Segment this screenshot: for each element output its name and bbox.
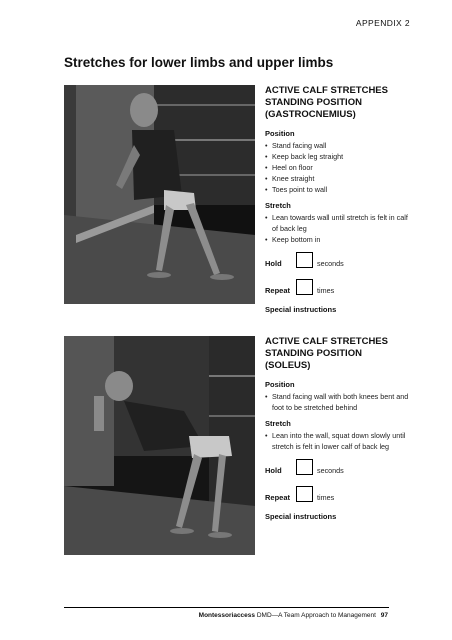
repeat-row <box>265 278 415 295</box>
list-item: • Stand facing wall with both knees bent and foot to be stretched behind <box>265 391 415 413</box>
hold-label: Hold <box>265 259 282 268</box>
position-heading: Position <box>265 129 295 138</box>
exercise-title: ACTIVE CALF STRETCHES STANDING POSITION (GASTROCNEMIUS) <box>265 85 388 120</box>
position-heading: Position <box>265 380 295 389</box>
exercise-title: ACTIVE CALF STRETCHES STANDING POSITION (SOLEUS) <box>265 336 388 371</box>
list-item: • Lean into the wall, squat down slowly until stretch is felt in lower calf of back leg <box>265 430 415 452</box>
special-instructions-label: Special instructions <box>265 512 337 521</box>
repeat-unit: times <box>317 493 335 502</box>
hold-label: Hold <box>265 466 282 475</box>
appendix-label: APPENDIX 2 <box>355 18 410 28</box>
list-item: • Heel on floor <box>265 162 415 173</box>
repeat-unit: times <box>317 286 335 295</box>
list-item: • Knee straight <box>265 173 415 184</box>
page-title: Stretches for lower limbs and upper limbs <box>64 55 334 70</box>
footer-text: DMD—A Team Approach to Management <box>256 612 376 619</box>
footer-rule <box>64 607 389 608</box>
repeat-input-box[interactable] <box>296 279 313 295</box>
list-item: • Lean towards wall until stretch is felt in calf of back leg <box>265 212 415 234</box>
soleus-stretch-photo <box>64 336 255 555</box>
soleus-stretch-panel <box>265 336 415 521</box>
list-item: • Stand facing wall <box>265 140 415 151</box>
stretch-list <box>265 430 415 452</box>
gastrocnemius-stretch-photo <box>64 85 255 304</box>
hold-unit: seconds <box>317 466 344 475</box>
position-list <box>265 140 415 195</box>
repeat-row <box>265 485 415 502</box>
gastrocnemius-stretch-panel <box>265 85 415 314</box>
list-item: • Toes point to wall <box>265 184 415 195</box>
list-item: • Keep bottom in <box>265 234 415 245</box>
footer-brand: Montessoriaccess <box>198 612 256 619</box>
position-list <box>265 391 415 413</box>
hold-input-box[interactable] <box>296 459 313 475</box>
hold-row <box>265 458 415 475</box>
hold-unit: seconds <box>317 259 344 268</box>
repeat-label: Repeat <box>265 493 291 502</box>
special-instructions-label: Special instructions <box>265 305 337 314</box>
repeat-label: Repeat <box>265 286 291 295</box>
page-number: 97 <box>380 612 388 619</box>
stretch-heading: Stretch <box>265 201 291 210</box>
repeat-input-box[interactable] <box>296 486 313 502</box>
page-footer <box>199 612 388 619</box>
stretch-heading: Stretch <box>265 419 291 428</box>
stretch-list <box>265 212 415 245</box>
hold-row <box>265 251 415 268</box>
list-item: • Keep back leg straight <box>265 151 415 162</box>
hold-input-box[interactable] <box>296 252 313 268</box>
